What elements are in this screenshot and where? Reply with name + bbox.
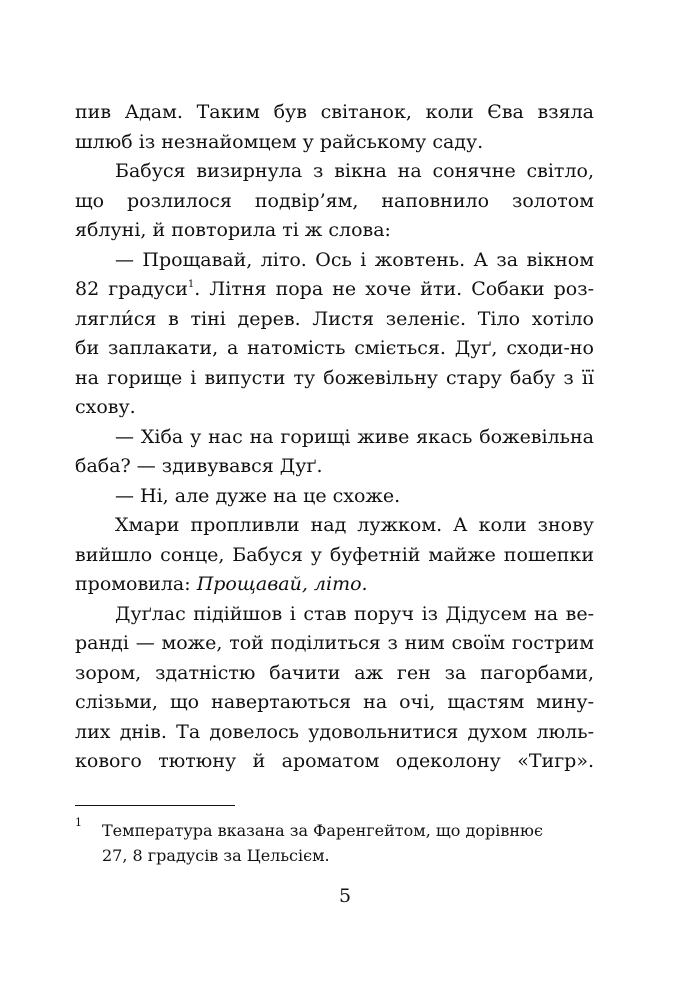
text-line: Дуґлас підійшов і став поруч із Дідусем на ве- bbox=[115, 602, 594, 625]
italic-phrase: Прощавай, літо. bbox=[196, 573, 368, 595]
text-fragment: 82 градуси bbox=[75, 278, 188, 300]
text-line: — Прощавай, літо. Ось і жовтень. А за вікном bbox=[115, 248, 594, 271]
text-line-with-italic bbox=[75, 570, 594, 600]
text-line: Хмари пропливли над лужком. А коли знову bbox=[115, 514, 594, 536]
footnote-reference: 1 bbox=[187, 279, 195, 290]
text-line: вийшло сонце, Бабуся у буфетній майже пошепки bbox=[75, 543, 594, 566]
text-line: схову. bbox=[75, 396, 136, 418]
main-text bbox=[75, 98, 594, 777]
text-line: зором, здатністю бачити аж ген за пагорбами, bbox=[75, 661, 594, 684]
text-line: Бабуся визирнула з вікна на сонячне світло, bbox=[115, 160, 594, 182]
text-line: на горище і випусти ту божевільну стару бабу з її bbox=[75, 366, 594, 389]
text-line: — Хіба у нас на горищі живе якась божевільна bbox=[115, 425, 594, 448]
text-line: яблуні, й повторила ті ж слова: bbox=[75, 219, 391, 241]
text-line: шлюб із незнайомцем у райському саду. bbox=[75, 130, 484, 153]
text-line: пив Адам. Таким був світанок, коли Єва взяла bbox=[75, 101, 594, 123]
text-line: лягли́ся в тіні дерев. Листя зеленіє. Тіло хотіло bbox=[75, 307, 594, 330]
text-line: що розлилося подвір’ям, наповнило золотом bbox=[75, 189, 594, 212]
text-line-with-footnote bbox=[75, 275, 594, 305]
text-line: лих днів. Та довелось удовольнитися духом люль- bbox=[75, 720, 594, 743]
text-line: слізьми, що навертаються на очі, щастям мину- bbox=[75, 691, 594, 713]
footnote bbox=[75, 818, 594, 868]
text-fragment: . Літня пора не хоче йти. Собаки роз- bbox=[194, 278, 594, 300]
footnote-mark: 1 bbox=[75, 816, 82, 829]
text-line: кового тютюну й ароматом одеколону «Тигр». bbox=[75, 750, 594, 772]
text-line: би заплакати, а натомість сміється. Дуґ, сходи-но bbox=[75, 337, 594, 359]
text-line: баба? — здивувався Дуґ. bbox=[75, 455, 323, 477]
text-fragment: промовила: bbox=[75, 573, 197, 595]
footnote-divider bbox=[75, 805, 235, 806]
footnote-line: Температура вказана за Фаренгейтом, що дорівнює bbox=[102, 821, 543, 840]
text-line: — Ні, але дуже на це схоже. bbox=[115, 484, 401, 507]
footnote-line: 27, 8 градусів за Цельсієм. bbox=[102, 846, 330, 865]
text-line: ранді — може, той поділиться з ним своїм гострим bbox=[75, 632, 594, 654]
page-number: 5 bbox=[338, 885, 352, 907]
